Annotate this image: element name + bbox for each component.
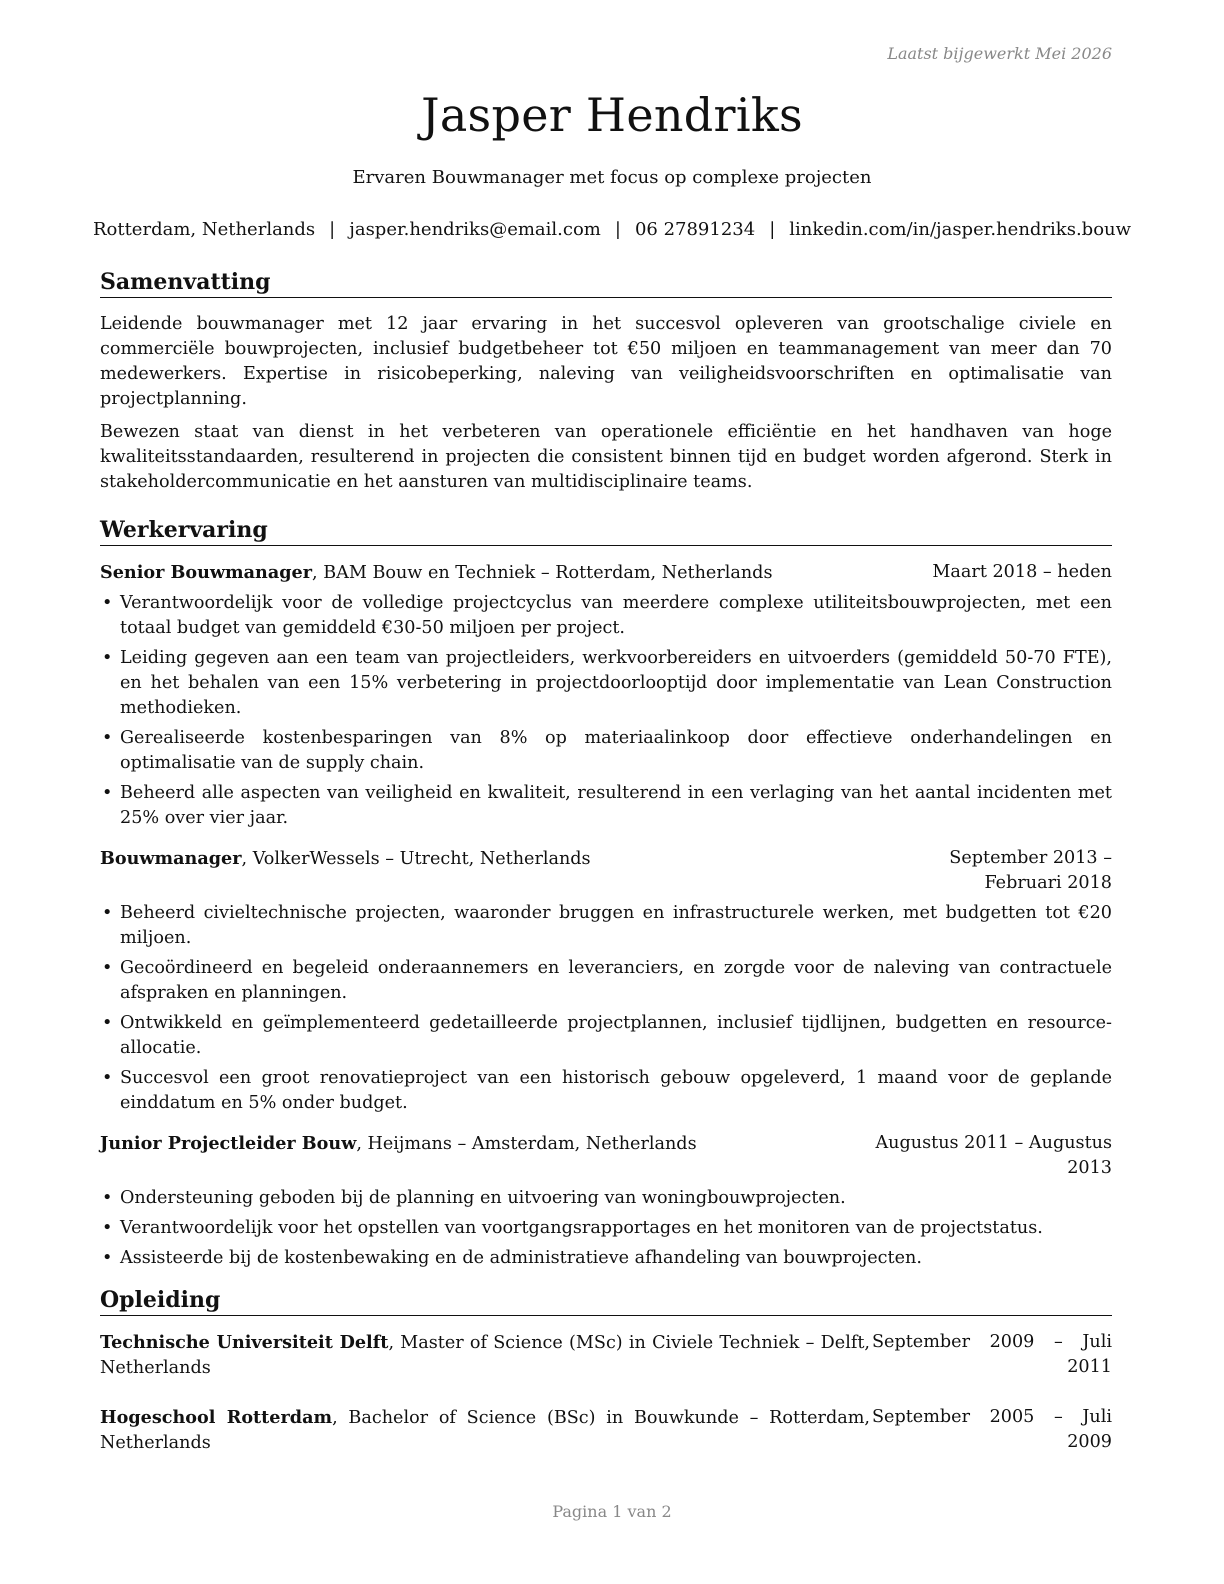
contact-email[interactable]: jasper.hendriks@email.com	[349, 219, 601, 240]
education-dates-start: September 2005 – Juli	[872, 1407, 1112, 1427]
job-bullet: • Beheerd civieltechnische projecten, waaronder bruggen en infrastructurele werken, met budgetten tot €20 miljoen.	[100, 901, 1112, 951]
education-school: Technische Universiteit Delft	[100, 1332, 389, 1353]
contact-linkedin[interactable]: linkedin.com/in/jasper.hendriks.bouw	[789, 219, 1132, 240]
job-bullet: • Leiding gegeven aan een team van projectleiders, werkvoorbereiders en uitvoerders (gemiddeld 50-70 FTE), en het behalen van een 15% verbetering in projectdoorlooptijd door implementatie van Lean Construction methodieken.	[100, 646, 1112, 721]
job-header	[100, 846, 1112, 896]
job-company: , VolkerWessels – Utrecht, Netherlands	[241, 849, 591, 869]
resume-body	[100, 268, 1112, 1480]
experience-section	[100, 516, 1112, 1271]
contact-line	[0, 219, 1224, 240]
contact-phone: 06 27891234	[634, 219, 756, 240]
education-section	[100, 1286, 1112, 1456]
contact-separator: |	[769, 219, 776, 240]
education-dates-end: 2009	[1067, 1432, 1112, 1452]
job-bullet: • Gerealiseerde kostenbesparingen van 8% op materiaalinkoop door effectieve onderhandelingen en optimalisatie van de supply chain.	[100, 726, 1112, 776]
job-dates: September 2013 – Februari 2018	[949, 848, 1112, 893]
candidate-name: Jasper Hendriks	[421, 88, 803, 142]
job-header	[100, 1131, 1112, 1181]
job-bullet: • Verantwoordelijk voor de volledige projectcyclus van meerdere complexe utiliteitsbouwprojecten, met een totaal budget van gemiddeld €30-50 miljoen per project.	[100, 591, 1112, 641]
education-dates	[872, 1405, 1112, 1456]
job-entry	[100, 560, 1112, 831]
job-bullet: • Verantwoordelijk voor het opstellen van voortgangsrapportages en het monitoren van de projectstatus.	[100, 1216, 1112, 1241]
contact-location: Rotterdam, Netherlands	[92, 219, 316, 240]
job-bullets	[100, 1186, 1112, 1271]
page-number: Pagina 1 van 2	[552, 1502, 672, 1521]
education-detail: , Master of Science (MSc) in Civiele Techniek – Delft, Netherlands	[100, 1333, 870, 1378]
summary-section	[100, 268, 1112, 495]
job-bullet: • Assisteerde bij de kostenbewaking en de administratieve afhandeling van bouwprojecten.	[100, 1246, 1112, 1271]
education-dates-end: 2011	[1067, 1357, 1112, 1377]
job-bullet: • Beheerd alle aspecten van veiligheid en kwaliteit, resulterend in een verlaging van het aantal incidenten met 25% over vier jaar.	[100, 781, 1112, 831]
job-role: Bouwmanager	[100, 848, 242, 869]
education-entry	[100, 1330, 1112, 1381]
job-company: , BAM Bouw en Techniek – Rotterdam, Netherlands	[312, 563, 773, 583]
education-dates	[872, 1330, 1112, 1381]
last-updated-note: Laatst bijgewerkt Mei 2026	[887, 44, 1112, 63]
job-bullets	[100, 591, 1112, 831]
job-entry	[100, 846, 1112, 1116]
job-role: Junior Projectleider Bouw	[100, 1133, 357, 1154]
job-bullet: • Gecoördineerd en begeleid onderaannemers en leveranciers, en zorgde voor de naleving van contractuele afspraken en planningen.	[100, 956, 1112, 1006]
summary-paragraph: Leidende bouwmanager met 12 jaar ervaring in het succesvol opleveren van grootschalige civiele en commerciële bouwprojecten, inclusief budgetbeheer tot €50 miljoen en teammanagement van meer dan 70 medewerkers. Expertise in risicobeperking, naleving van veiligheidsvoorschriften en optimalisatie van projectplanning.	[100, 314, 1112, 409]
education-detail: , Bachelor of Science (BSc) in Bouwkunde – Rotterdam, Netherlands	[100, 1408, 870, 1453]
job-dates: Augustus 2011 – Augustus 2013	[875, 1133, 1112, 1178]
education-school: Hogeschool Rotterdam	[100, 1407, 333, 1428]
job-bullet: • Ondersteuning geboden bij de planning en uitvoering van woningbouwprojecten.	[100, 1186, 1112, 1211]
job-role: Senior Bouwmanager	[100, 562, 313, 583]
candidate-tagline: Ervaren Bouwmanager met focus op complexe projecten	[352, 167, 872, 188]
job-company: , Heijmans – Amsterdam, Netherlands	[356, 1134, 697, 1154]
summary-paragraph: Bewezen staat van dienst in het verbeteren van operationele efficiëntie en het handhaven van hoge kwaliteitsstandaarden, resulterend in projecten die consistent binnen tijd en budget worden afgerond. Sterk in stakeholdercommunicatie en het aansturen van multidisciplinaire teams.	[100, 422, 1112, 492]
section-heading-experience: Werkervaring	[100, 516, 1112, 546]
education-dates-start: September 2009 – Juli	[872, 1332, 1112, 1352]
job-entry	[100, 1131, 1112, 1271]
job-dates: Maart 2018 – heden	[932, 562, 1112, 582]
job-bullet: • Succesvol een groot renovatieproject van een historisch gebouw opgeleverd, 1 maand voor de geplande einddatum en 5% onder budget.	[100, 1066, 1112, 1116]
contact-separator: |	[329, 219, 336, 240]
job-header	[100, 560, 1112, 586]
job-bullet: • Ontwikkeld en geïmplementeerd gedetailleerde projectplannen, inclusief tijdlijnen, budgetten en resource-allocatie.	[100, 1011, 1112, 1061]
section-heading-summary: Samenvatting	[100, 268, 1112, 298]
contact-separator: |	[614, 219, 621, 240]
section-heading-education: Opleiding	[100, 1286, 1112, 1316]
education-entry	[100, 1405, 1112, 1456]
job-bullets	[100, 901, 1112, 1116]
